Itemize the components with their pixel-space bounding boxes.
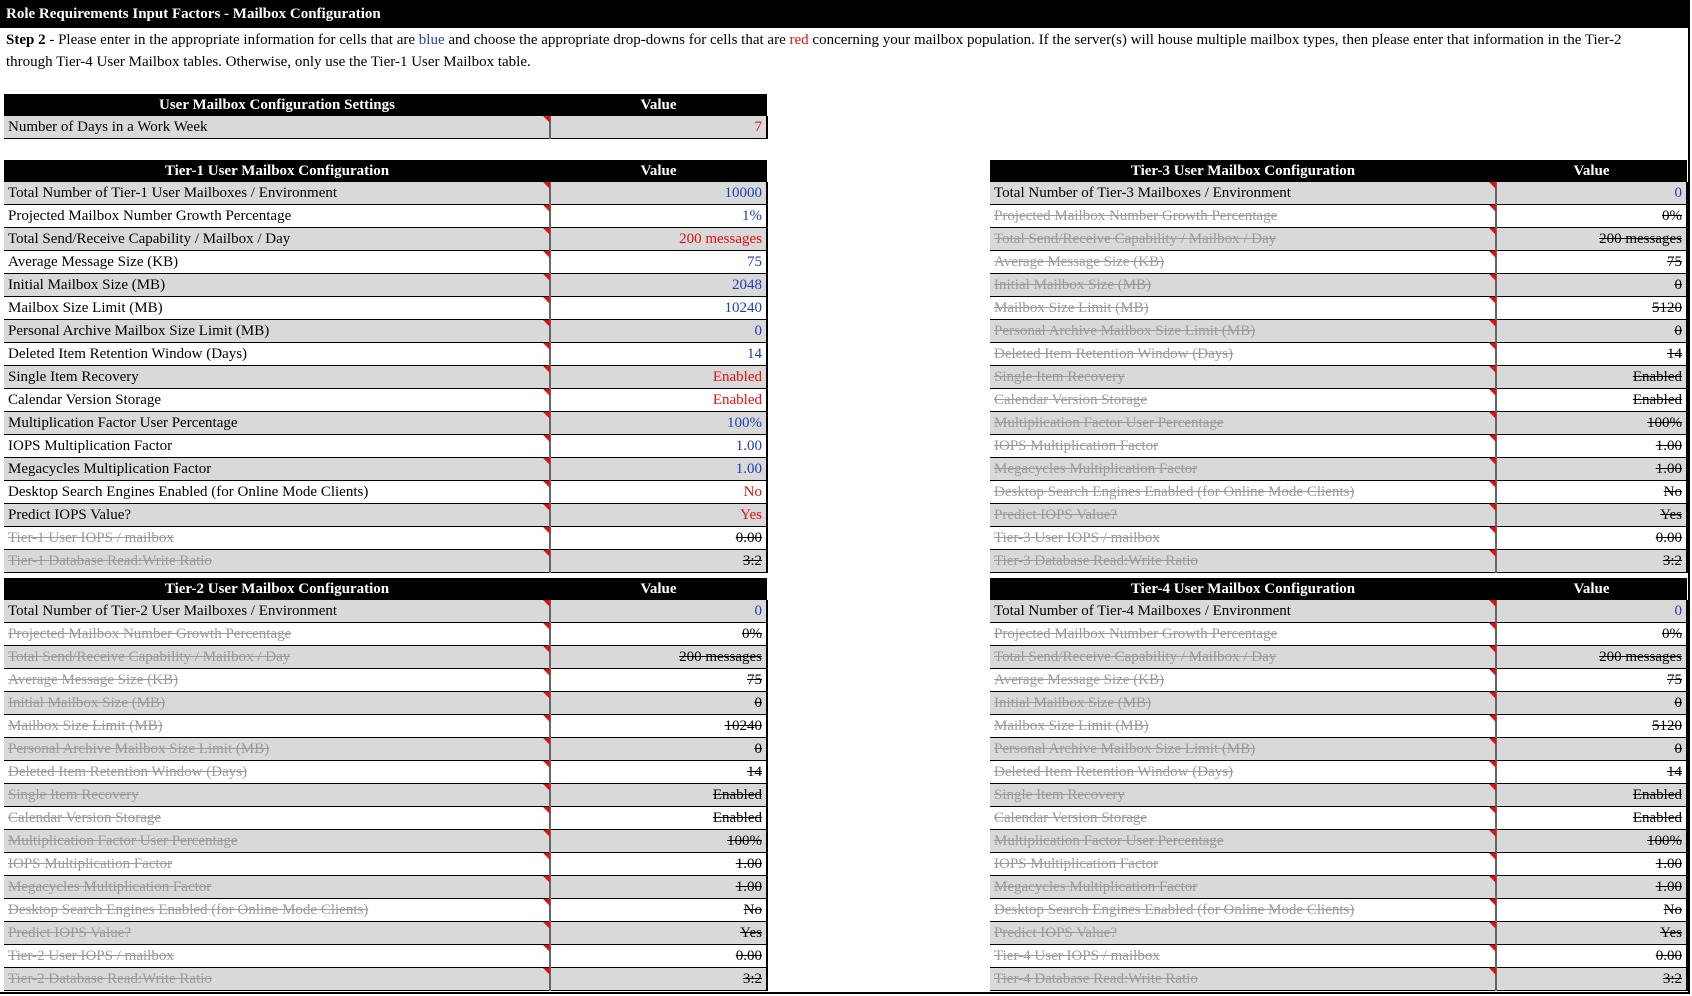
value-cell-locked: 0	[1496, 274, 1687, 297]
table-row	[4, 504, 767, 527]
sheet-title: Role Requirements Input Factors - Mailbox Configuration	[0, 0, 1688, 28]
table-row	[990, 481, 1687, 504]
tier1-table	[4, 160, 768, 573]
table-row	[4, 945, 767, 968]
table-row	[4, 389, 767, 412]
row-label: Predict IOPS Value?	[990, 922, 1496, 945]
row-label: Tier-3 User IOPS / mailbox	[990, 527, 1496, 550]
table-row	[990, 715, 1687, 738]
table-row	[4, 600, 767, 623]
value-input-cell[interactable]: 2048	[550, 274, 767, 297]
row-label: Deleted Item Retention Window (Days)	[990, 343, 1496, 366]
table-row	[990, 853, 1687, 876]
value-cell-locked: 0	[550, 692, 767, 715]
value-cell-locked: 1.00	[550, 876, 767, 899]
row-label: Desktop Search Engines Enabled (for Online Mode Clients)	[4, 481, 550, 504]
table-row	[4, 899, 767, 922]
value-cell-locked: 75	[1496, 669, 1687, 692]
value-cell-locked: 1.00	[1496, 876, 1687, 899]
value-cell-locked: 0	[1496, 738, 1687, 761]
value-dropdown-cell[interactable]: No	[550, 481, 767, 504]
row-label: Tier-4 User IOPS / mailbox	[990, 945, 1496, 968]
row-label: Projected Mailbox Number Growth Percentage	[4, 623, 550, 646]
settings-header: User Mailbox Configuration Settings	[4, 94, 550, 116]
table-row	[4, 761, 767, 784]
row-label: Personal Archive Mailbox Size Limit (MB)	[4, 320, 550, 343]
row-label: Predict IOPS Value?	[4, 922, 550, 945]
value-input-cell[interactable]: 0	[1496, 600, 1687, 623]
value-input-cell[interactable]: 0	[550, 320, 767, 343]
tier3-table	[990, 160, 1688, 573]
row-label: Average Message Size (KB)	[4, 251, 550, 274]
table-row	[4, 481, 767, 504]
value-cell-locked: 3:2	[1496, 968, 1687, 991]
value-input-cell[interactable]: 10240	[550, 297, 767, 320]
value-cell-locked: 3:2	[1496, 550, 1687, 573]
value-cell-locked: 200 messages	[1496, 228, 1687, 251]
row-label: Total Number of Tier-3 Mailboxes / Environment	[990, 182, 1496, 205]
value-cell-locked: 1.00	[1496, 853, 1687, 876]
row-label: Mailbox Size Limit (MB)	[4, 715, 550, 738]
table-row	[4, 830, 767, 853]
value-cell-locked: 0%	[1496, 623, 1687, 646]
value-cell-locked: 14	[550, 761, 767, 784]
table-row	[990, 297, 1687, 320]
table-row	[990, 527, 1687, 550]
table-row	[990, 320, 1687, 343]
row-label: Predict IOPS Value?	[990, 504, 1496, 527]
row-label: Tier-1 User IOPS / mailbox	[4, 527, 550, 550]
table-row	[4, 228, 767, 251]
table-row	[990, 899, 1687, 922]
value-cell-locked: 0.00	[1496, 527, 1687, 550]
value-cell-locked: 100%	[550, 830, 767, 853]
value-dropdown-cell[interactable]: 7	[550, 116, 767, 139]
row-label: Multiplication Factor User Percentage	[990, 830, 1496, 853]
instructions-blue-word: blue	[418, 32, 445, 48]
table-row	[990, 623, 1687, 646]
table-row	[990, 968, 1687, 991]
row-label: Mailbox Size Limit (MB)	[990, 297, 1496, 320]
row-label: Megacycles Multiplication Factor	[4, 458, 550, 481]
row-label: Total Number of Tier-4 Mailboxes / Environment	[990, 600, 1496, 623]
row-label: Total Send/Receive Capability / Mailbox / Day	[4, 228, 550, 251]
table-row	[990, 366, 1687, 389]
row-label: Deleted Item Retention Window (Days)	[990, 761, 1496, 784]
value-cell-locked: 10240	[550, 715, 767, 738]
instructions-text-1: - Please enter in the appropriate information for cells that are	[45, 32, 419, 48]
table-row	[990, 274, 1687, 297]
row-label: Total Send/Receive Capability / Mailbox / Day	[4, 646, 550, 669]
row-label: Predict IOPS Value?	[4, 504, 550, 527]
row-label: Desktop Search Engines Enabled (for Online Mode Clients)	[990, 481, 1496, 504]
value-cell-locked: 14	[1496, 343, 1687, 366]
value-input-cell[interactable]: 10000	[550, 182, 767, 205]
row-label: Mailbox Size Limit (MB)	[990, 715, 1496, 738]
value-cell-locked: Enabled	[1496, 389, 1687, 412]
instructions-text-3: concerning your mailbox population. If the server(s) will house multiple mailbox types, then please enter that information in the Tier-2 through Tier-4 User Mailbox tables. Otherwise, only use the Tier-1 User Mailbox table.	[6, 32, 1622, 70]
row-label: Single Item Recovery	[4, 784, 550, 807]
row-label: Desktop Search Engines Enabled (for Online Mode Clients)	[990, 899, 1496, 922]
row-label: Megacycles Multiplication Factor	[4, 876, 550, 899]
instructions-red-word: red	[789, 32, 809, 48]
row-label: Personal Archive Mailbox Size Limit (MB)	[990, 320, 1496, 343]
value-cell-locked: Enabled	[550, 807, 767, 830]
table-row	[990, 945, 1687, 968]
table-row	[990, 343, 1687, 366]
table-row	[990, 251, 1687, 274]
table-row	[990, 228, 1687, 251]
value-cell-locked: 0	[1496, 320, 1687, 343]
row-label: Projected Mailbox Number Growth Percentage	[990, 205, 1496, 228]
table-row	[990, 550, 1687, 573]
value-cell-locked: No	[1496, 899, 1687, 922]
row-label: Tier-3 Database Read:Write Ratio	[990, 550, 1496, 573]
row-label: Deleted Item Retention Window (Days)	[4, 761, 550, 784]
value-cell-locked: 0	[1496, 692, 1687, 715]
value-cell-locked: 100%	[1496, 830, 1687, 853]
row-label: Calendar Version Storage	[990, 389, 1496, 412]
table-row	[4, 646, 767, 669]
table-row	[4, 412, 767, 435]
value-cell-locked: Enabled	[1496, 807, 1687, 830]
value-cell-locked: Yes	[1496, 504, 1687, 527]
value-cell-locked: 100%	[1496, 412, 1687, 435]
instructions-text-2: and choose the appropriate drop-downs for cells that are	[444, 32, 790, 48]
table-row	[990, 692, 1687, 715]
table-row	[4, 968, 767, 991]
table-row	[990, 922, 1687, 945]
row-label: Average Message Size (KB)	[990, 669, 1496, 692]
table-row	[990, 600, 1687, 623]
tier1-value-header: Value	[550, 160, 767, 182]
value-cell-locked: No	[1496, 481, 1687, 504]
row-label: Single Item Recovery	[990, 366, 1496, 389]
row-label: Single Item Recovery	[990, 784, 1496, 807]
row-label: IOPS Multiplication Factor	[4, 853, 550, 876]
table-row	[4, 182, 767, 205]
table-row	[4, 297, 767, 320]
table-row	[990, 435, 1687, 458]
row-label: Single Item Recovery	[4, 366, 550, 389]
settings-table	[4, 94, 768, 139]
value-cell-locked: No	[550, 899, 767, 922]
table-row	[4, 274, 767, 297]
row-label: Calendar Version Storage	[4, 389, 550, 412]
value-input-cell[interactable]: 14	[550, 343, 767, 366]
table-row	[4, 320, 767, 343]
table-row	[4, 116, 767, 139]
tier3-value-header: Value	[1496, 160, 1687, 182]
value-input-cell[interactable]: 1.00	[550, 435, 767, 458]
table-row	[990, 646, 1687, 669]
table-row	[990, 807, 1687, 830]
table-row	[990, 784, 1687, 807]
value-input-cell[interactable]: 0	[1496, 182, 1687, 205]
row-label: Desktop Search Engines Enabled (for Online Mode Clients)	[4, 899, 550, 922]
row-label: Multiplication Factor User Percentage	[990, 412, 1496, 435]
row-label: IOPS Multiplication Factor	[990, 435, 1496, 458]
table-row	[990, 458, 1687, 481]
row-label: Average Message Size (KB)	[990, 251, 1496, 274]
tier4-table	[990, 578, 1688, 991]
value-cell-locked: 3:2	[550, 968, 767, 991]
row-label: Total Number of Tier-1 User Mailboxes / Environment	[4, 182, 550, 205]
table-row	[990, 389, 1687, 412]
table-row	[990, 182, 1687, 205]
value-input-cell[interactable]: 1%	[550, 205, 767, 228]
value-cell-locked: 1.00	[550, 853, 767, 876]
table-row	[4, 623, 767, 646]
row-label: Tier-2 Database Read:Write Ratio	[4, 968, 550, 991]
table-row	[4, 550, 767, 573]
table-row	[4, 807, 767, 830]
value-cell-locked: 0%	[550, 623, 767, 646]
row-label: Number of Days in a Work Week	[4, 116, 550, 139]
row-label: Calendar Version Storage	[4, 807, 550, 830]
row-label: IOPS Multiplication Factor	[4, 435, 550, 458]
step-label: Step 2	[6, 32, 46, 48]
value-cell-locked: 200 messages	[1496, 646, 1687, 669]
row-label: Mailbox Size Limit (MB)	[4, 297, 550, 320]
value-cell-locked: 1.00	[1496, 458, 1687, 481]
table-row	[990, 205, 1687, 228]
value-dropdown-cell[interactable]: Yes	[550, 504, 767, 527]
tier2-value-header: Value	[550, 578, 767, 600]
row-label: Megacycles Multiplication Factor	[990, 876, 1496, 899]
tier4-value-header: Value	[1496, 578, 1687, 600]
table-row	[990, 876, 1687, 899]
row-label: Initial Mailbox Size (MB)	[4, 274, 550, 297]
row-label: Average Message Size (KB)	[4, 669, 550, 692]
value-cell-locked: 0.00	[1496, 945, 1687, 968]
value-cell-locked: Yes	[550, 922, 767, 945]
table-row	[4, 784, 767, 807]
value-input-cell[interactable]: 100%	[550, 412, 767, 435]
value-cell-locked: Enabled	[1496, 366, 1687, 389]
value-dropdown-cell[interactable]: 200 messages	[550, 228, 767, 251]
row-label: Tier-2 User IOPS / mailbox	[4, 945, 550, 968]
row-label: Tier-4 Database Read:Write Ratio	[990, 968, 1496, 991]
row-label: Multiplication Factor User Percentage	[4, 412, 550, 435]
table-row	[4, 738, 767, 761]
value-cell-locked: 5120	[1496, 715, 1687, 738]
row-label: Total Send/Receive Capability / Mailbox / Day	[990, 228, 1496, 251]
table-row	[4, 715, 767, 738]
value-input-cell[interactable]: 0	[550, 600, 767, 623]
table-row	[4, 435, 767, 458]
tier2-table	[4, 578, 768, 991]
tier2-header: Tier-2 User Mailbox Configuration	[4, 578, 550, 600]
tier3-header: Tier-3 User Mailbox Configuration	[990, 160, 1496, 182]
row-label: Personal Archive Mailbox Size Limit (MB)	[990, 738, 1496, 761]
value-cell-locked: 0.00	[550, 527, 767, 550]
value-cell-locked: 75	[1496, 251, 1687, 274]
table-row	[4, 922, 767, 945]
value-cell-locked: 14	[1496, 761, 1687, 784]
table-row	[4, 669, 767, 692]
row-label: Projected Mailbox Number Growth Percentage	[990, 623, 1496, 646]
value-cell-locked: 3:2	[550, 550, 767, 573]
value-cell-locked: 0%	[1496, 205, 1687, 228]
row-label: Initial Mailbox Size (MB)	[990, 692, 1496, 715]
value-cell-locked: 75	[550, 669, 767, 692]
table-row	[4, 366, 767, 389]
table-row	[990, 830, 1687, 853]
table-row	[990, 738, 1687, 761]
value-cell-locked: 0	[550, 738, 767, 761]
value-cell-locked: Enabled	[550, 784, 767, 807]
table-row	[990, 761, 1687, 784]
table-row	[4, 876, 767, 899]
value-cell-locked: 5120	[1496, 297, 1687, 320]
row-label: Total Number of Tier-2 User Mailboxes / Environment	[4, 600, 550, 623]
value-cell-locked: 1.00	[1496, 435, 1687, 458]
value-cell-locked: Enabled	[1496, 784, 1687, 807]
value-cell-locked: 0.00	[550, 945, 767, 968]
tier4-header: Tier-4 User Mailbox Configuration	[990, 578, 1496, 600]
value-dropdown-cell[interactable]: Enabled	[550, 389, 767, 412]
table-row	[990, 669, 1687, 692]
table-row	[4, 205, 767, 228]
row-label: Tier-1 Database Read:Write Ratio	[4, 550, 550, 573]
row-label: Projected Mailbox Number Growth Percentage	[4, 205, 550, 228]
value-input-cell[interactable]: 1.00	[550, 458, 767, 481]
row-label: Calendar Version Storage	[990, 807, 1496, 830]
row-label: Megacycles Multiplication Factor	[990, 458, 1496, 481]
value-cell-locked: Yes	[1496, 922, 1687, 945]
row-label: Total Send/Receive Capability / Mailbox / Day	[990, 646, 1496, 669]
value-input-cell[interactable]: 75	[550, 251, 767, 274]
value-dropdown-cell[interactable]: Enabled	[550, 366, 767, 389]
tier1-header: Tier-1 User Mailbox Configuration	[4, 160, 550, 182]
table-row	[990, 412, 1687, 435]
row-label: Personal Archive Mailbox Size Limit (MB)	[4, 738, 550, 761]
table-row	[990, 504, 1687, 527]
table-row	[4, 527, 767, 550]
row-label: Initial Mailbox Size (MB)	[990, 274, 1496, 297]
value-cell-locked: 200 messages	[550, 646, 767, 669]
row-label: IOPS Multiplication Factor	[990, 853, 1496, 876]
table-row	[4, 853, 767, 876]
row-label: Initial Mailbox Size (MB)	[4, 692, 550, 715]
instructions	[6, 29, 1666, 73]
row-label: Multiplication Factor User Percentage	[4, 830, 550, 853]
settings-value-header: Value	[550, 94, 767, 116]
table-row	[4, 251, 767, 274]
row-label: Deleted Item Retention Window (Days)	[4, 343, 550, 366]
table-row	[4, 692, 767, 715]
table-row	[4, 458, 767, 481]
table-row	[4, 343, 767, 366]
